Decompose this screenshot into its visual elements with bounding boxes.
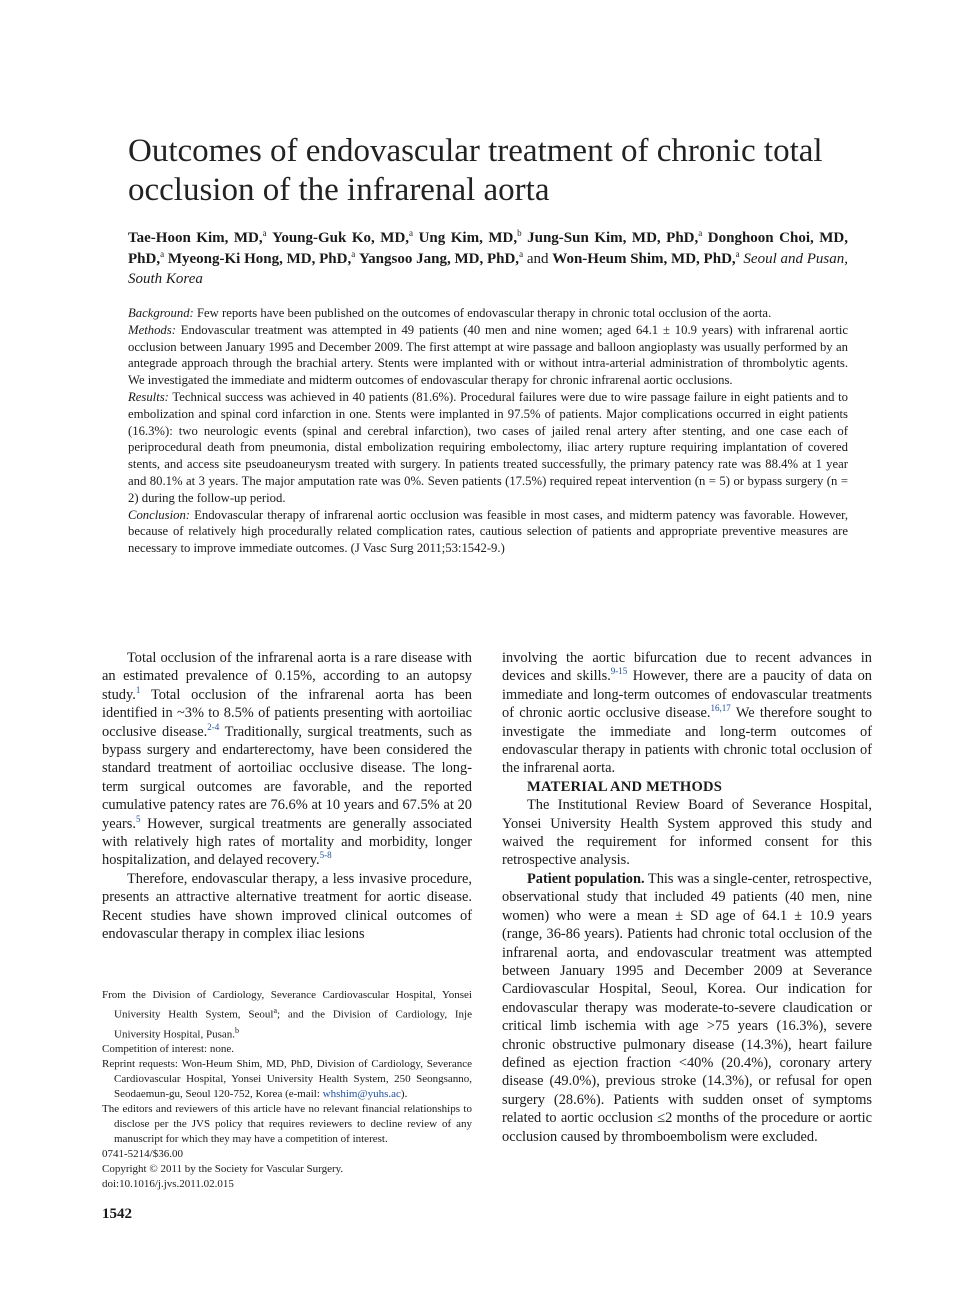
author-name: Myeong-Ki Hong, MD, PhD, [167, 250, 352, 267]
footnote-copyright: Copyright © 2011 by the Society for Vascular Surgery. [102, 1163, 344, 1176]
affiliation-mark: b [517, 228, 522, 238]
affiliation-mark: a [262, 228, 267, 238]
body-paragraph: The Institutional Review Board of Severance Hospital, Yonsei University Health System approved this study and waived the requirement for informed consent for this retrospective analysis. [502, 797, 872, 869]
author-name: Yangsoo Jang, MD, PhD, [359, 250, 520, 267]
email-link[interactable]: whshim@yuhs.ac [322, 1088, 401, 1101]
abstract-conclusion [128, 507, 848, 557]
abstract-results [128, 389, 848, 507]
body-text: We therefore sought to investigate the immediate and long-term outcomes of endovascular therapy in patients with chronic total occlusion of the infrarenal aorta. [502, 705, 872, 777]
abstract [128, 305, 848, 557]
author-name: Young-Guk Ko, MD, [272, 230, 410, 246]
reference-link[interactable]: 1 [135, 685, 141, 696]
reference-link[interactable]: 2-4 [207, 721, 220, 732]
body-text: Total occlusion of the infrarenal aorta has been identified in ~3% to 8.5% of patients presenting with aortoiliac occlusive disease. [102, 686, 472, 740]
body-text: involving the aortic bifurcation due to recent advances in devices and skills. [502, 650, 872, 685]
abstract-label: Conclusion: [128, 507, 191, 522]
affiliation-mark: a [351, 248, 356, 259]
footnote-competition: Competition of interest: none. [102, 1043, 234, 1056]
abstract-text: Endovascular therapy of infrarenal aortic occlusion was feasible in most cases, and midterm patency was favorable. However, because of relatively high procedurally related complication rates, cautious selection of patients and appropriate preventive measures are necessary to improve immediate outcomes. [128, 507, 849, 556]
author-list [128, 228, 848, 290]
abstract-text: Few reports have been published on the outcomes of endovascular therapy in chronic total occlusion of the aorta. [196, 306, 772, 320]
affiliation-mark: a [519, 248, 524, 259]
body-text: However, surgical treatments are generally associated with relatively high rates of mortality and morbidity, longer hospitalization, and delayed recovery. [102, 815, 472, 869]
reference-link[interactable]: 9-15 [610, 666, 628, 677]
author-location: Seoul and Pusan, South Korea [128, 250, 849, 287]
footnote-doi[interactable]: doi:10.1016/j.jvs.2011.02.015 [102, 1178, 234, 1191]
abstract-text: Endovascular treatment was attempted in 49 patients (40 men and nine women; aged 64.1 ± 10.9 years) with infrarenal aortic occlusion between January 1995 and December 2009. The first attempt at wire passage and balloon angioplasty was usually performed by an antegrade approach through the brachial artery. Stents were implanted with or without intra-arterial administration of thrombolytic agents. We investigated the immediate and midterm outcomes of endovascular therapy for chronic infrarenal aortic occlusions. [128, 322, 848, 388]
body-column-left [102, 649, 472, 944]
abstract-methods [128, 322, 848, 389]
footnote-text: ). [400, 1088, 408, 1101]
affiliation-mark: a [409, 228, 414, 238]
page-number: 1542 [102, 1206, 132, 1222]
body-paragraph [502, 870, 872, 1146]
footnote-issn: 0741-5214/$36.00 [102, 1148, 183, 1161]
affiliation-mark: a [160, 248, 165, 259]
footnote-reprint [102, 1057, 472, 1102]
author-name: Tae-Hoon Kim, MD, [128, 230, 263, 246]
reference-link[interactable]: 5-8 [319, 850, 332, 861]
abstract-label: Results: [128, 389, 169, 404]
body-paragraph [502, 649, 872, 778]
body-text: This was a single-center, retrospective, observational study that included 49 patients (40 men, nine women) who were a mean ± SD age of 64.1 ± 10.9 years (range, 36-86 years). Patients had chronic total occlusion of the infrarenal aorta, and endovascular treatment was attempted between January 1995 and December 2009 at Severance Cardiovascular Hospital, Seoul, Korea. Our indication for endovascular therapy was moderate-to-severe claudication or critical limb ischemia with age >75 years (16.3%), severe chronic obstructive pulmonary disease (14.3%), heart failure defined as ejection fraction <40% (20.4%), coronary artery disease (49.0%), previous stroke (14.3%), or refusal for open surgery (28.6%). Patients with sudden onset of symptoms related to aortic occlusion ≤2 months of the procedure or aortic occlusion caused by thromboembolism were excluded. [502, 870, 873, 1145]
section-heading: MATERIAL AND METHODS [527, 778, 723, 795]
article-title: Outcomes of endovascular treatment of chronic total occlusion of the infrarenal aorta [128, 133, 823, 208]
subsection-heading: Patient population. [527, 870, 645, 887]
footnote-affiliations: From the Division of Cardiology, Severance Cardiovascular Hospital, Yonsei University Health System, Seoul$^a$; and the Division of Cardiology, Inje University Hospital, Pusan.$^b$ [102, 989, 472, 1041]
affiliation-mark: a [735, 248, 740, 259]
affiliation-mark: a [698, 228, 703, 238]
reference-link[interactable]: 5 [135, 813, 141, 824]
body-text: However, there are a paucity of data on immediate and long-term outcomes of endovascular treatments of chronic aortic occlusive disease. [502, 668, 872, 722]
footnote-text: Reprint requests: Won-Heum Shim, MD, PhD, Division of Cardiology, Severance Cardiovascular Hospital, Yonsei University Health System, 250 Seongsanno, Seodaemun-gu, Seoul 120-752, Korea (e-mail: [102, 1058, 472, 1101]
reference-link[interactable]: 16,17 [710, 703, 731, 714]
abstract-label: Background: [128, 306, 194, 320]
abstract-background [128, 305, 848, 322]
body-column-right [502, 649, 872, 1146]
footnote-editors: The editors and reviewers of this article have no relevant financial relationships to disclose per the JVS policy that requires reviewers to decline review of any manuscript for which they may have a competition of interest. [102, 1103, 472, 1146]
body-paragraph [102, 649, 472, 870]
journal-citation: (J Vasc Surg 2011;53:1542-9.) [350, 541, 505, 556]
author-name: Donghoon Choi, MD, PhD, [128, 230, 848, 267]
footnotes [102, 988, 472, 1192]
body-text: Traditionally, surgical treatments, such as bypass surgery and endarterectomy, have been considered the standard treatment of aortoiliac occlusive disease. The long-term surgical outcomes are favorable, and the reported cumulative patency rates are 76.6% at 10 years and 67.5% at 20 years. [102, 723, 472, 832]
body-paragraph: Therefore, endovascular therapy, a less invasive procedure, presents an attractive alternative treatment for aortic disease. Recent studies have shown improved clinical outcomes of endovascular therapy in complex iliac lesions [102, 870, 472, 943]
abstract-text: Technical success was achieved in 40 patients (81.6%). Procedural failures were due to wire passage failure in eight patients and to embolization and spinal cord infarction in one. Stents were implanted in 97.5% of patients. Major complications occurred in eight patients (16.3%): two neurologic events (spinal and cerebral infarction), two cases of jailed renal artery after stenting, and one case each of periprocedural death from pneumonia, distal embolization requiring embolectomy, iliac artery rupture requiring implantation of covered stents, and access site pseudoaneurysm treated with surgery. In patients treated successfully, the primary patency rate was 88.4% at 1 year and 80.1% at 3 years. The major amputation rate was 0%. Seven patients (17.5%) required repeat intervention (n = 5) or bypass surgery (n = 2) during the follow-up period. [128, 389, 849, 505]
author-name: Jung-Sun Kim, MD, PhD, [527, 230, 699, 246]
body-text: Total occlusion of the infrarenal aorta is a rare disease with an estimated prevalence of 0.15%, according to an autopsy study. [102, 650, 472, 703]
author-name: Ung Kim, MD, [418, 230, 518, 246]
author-name: Won-Heum Shim, MD, PhD, [552, 250, 736, 267]
author-conjunction: and [526, 250, 549, 267]
abstract-label: Methods: [128, 322, 176, 337]
